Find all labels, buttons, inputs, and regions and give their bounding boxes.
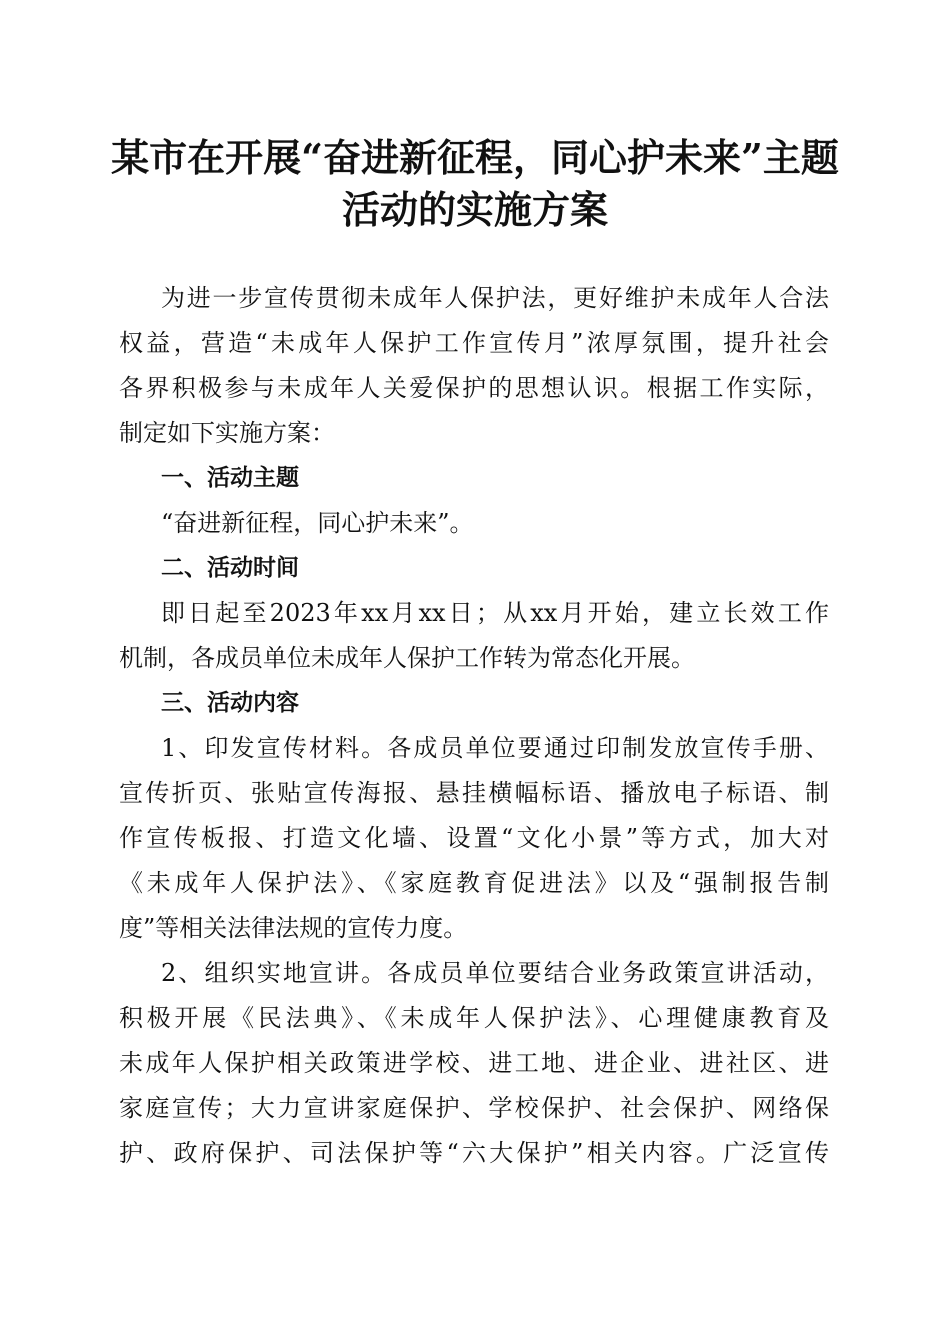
theme-text: “奋进新征程，同心护未来”。 — [161, 509, 474, 537]
title-line-1: 某市在开展“奋进新征程，同心护未来”主题 — [111, 135, 839, 180]
section-heading-content: 三、活动内容 — [161, 690, 299, 716]
document-title — [100, 132, 850, 236]
item1-line: 作宣传板报、打造文化墙、设置“文化小景”等方式，加大对 — [119, 824, 829, 852]
item1-line: 1、印发宣传材料。各成员单位要通过印制发放宣传手册、 — [161, 734, 829, 762]
item2-line: 2、组织实地宣讲。各成员单位要结合业务政策宣讲活动， — [161, 959, 829, 987]
section-heading-theme: 一、活动主题 — [161, 465, 299, 491]
time-line: 即日起至2023年xx月xx日；从xx月开始，建立长效工作 — [161, 599, 829, 627]
item1-line: 度”等相关法律法规的宣传力度。 — [119, 914, 468, 942]
item2-line: 护、政府保护、司法保护等“六大保护”相关内容。广泛宣传 — [119, 1139, 829, 1167]
section-heading-time: 二、活动时间 — [161, 555, 299, 581]
intro-line: 权益，营造“未成年人保护工作宣传月”浓厚氛围，提升社会 — [119, 329, 829, 357]
content-item-1 — [119, 726, 829, 951]
intro-line: 为进一步宣传贯彻未成年人保护法，更好维护未成年人合法 — [161, 284, 829, 312]
item2-line: 家庭宣传；大力宣讲家庭保护、学校保护、社会保护、网络保 — [119, 1094, 829, 1122]
item1-line: 《未成年人保护法》、《家庭教育促进法》以及“强制报告制 — [119, 869, 829, 897]
item2-line: 积极开展《民法典》、《未成年人保护法》、心理健康教育及 — [119, 1004, 829, 1032]
document-body — [119, 276, 829, 1176]
intro-line: 制定如下实施方案： — [119, 419, 335, 447]
time-line: 机制，各成员单位未成年人保护工作转为常态化开展。 — [119, 644, 695, 672]
item1-line: 宣传折页、张贴宣传海报、悬挂横幅标语、播放电子标语、制 — [119, 779, 829, 807]
item2-line: 未成年人保护相关政策进学校、进工地、进企业、进社区、进 — [119, 1049, 829, 1077]
time-paragraph — [119, 591, 829, 681]
intro-line: 各界积极参与未成年人关爱保护的思想认识。根据工作实际， — [119, 374, 829, 402]
intro-paragraph — [119, 276, 829, 456]
title-line-2: 活动的实施方案 — [341, 187, 608, 232]
content-item-2 — [119, 951, 829, 1176]
